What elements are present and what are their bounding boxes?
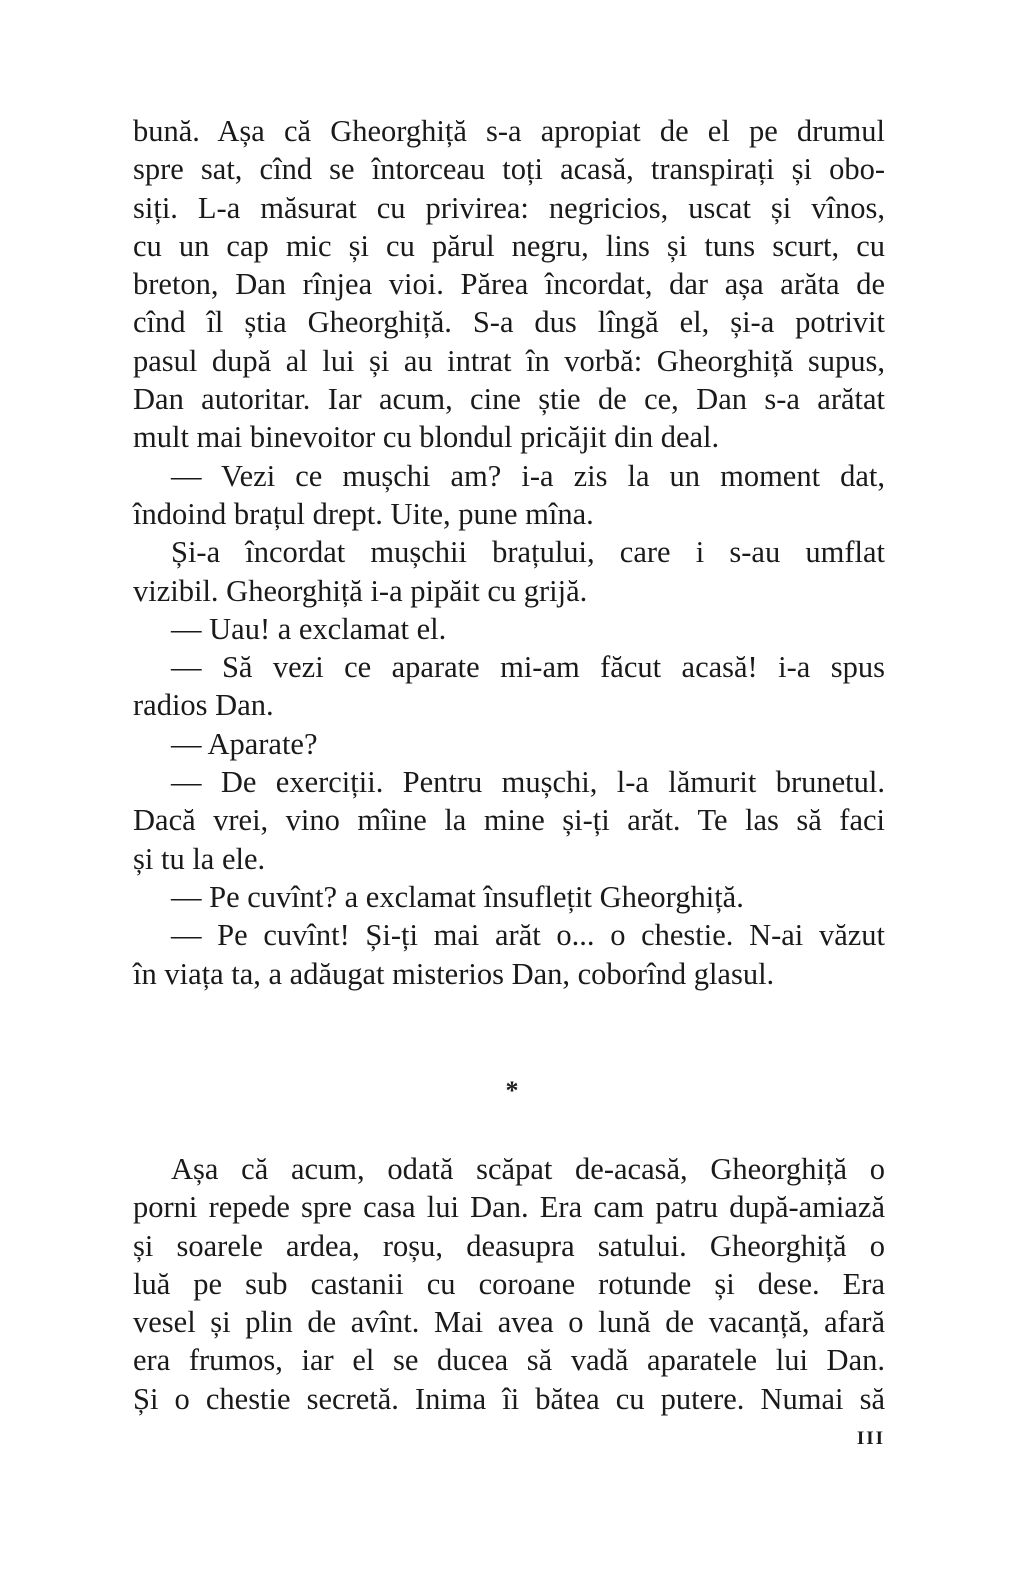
text-block-narrative [133,1150,885,1418]
section-separator: * [505,1076,519,1105]
text-line: și soarele ardea, roșu, deasupra satului. Gheorghiță o [133,1228,885,1263]
text-line: — Aparate? [171,726,318,761]
text-line: bună. Așa că Gheorghiță s-a apropiat de el pe drumul [133,114,885,148]
text-line: în viața ta, a adăugat misterios Dan, coborînd glasul. [133,956,775,991]
text-line: vesel și plin de avînt. Mai avea o lună de vacanță, afară [133,1305,885,1340]
page-number: III [856,1428,885,1449]
text-line: Și-a încordat mușchii brațului, care i s-au umflat [171,535,885,570]
text-line: — Vezi ce mușchi am? i-a zis la un moment dat, [171,458,885,493]
text-line: Și o chestie secretă. Inima îi bătea cu putere. Numai să [133,1381,885,1416]
text-line: mult mai binevoitor cu blondul pricăjit din deal. [133,420,720,455]
text-line: spre sat, cînd se întorceau toți acasă, transpirați și obo- [133,152,885,187]
text-line: radios Dan. [133,688,274,723]
text-line: era frumos, iar el se ducea să vadă aparatele lui Dan. [133,1343,885,1378]
text-line: — Pe cuvînt! Și-ți mai arăt o... o chestie. N-ai văzut [171,918,885,953]
text-line: vizibil. Gheorghiță i-a pipăit cu grijă. [133,573,588,608]
text-line: siți. L-a măsurat cu privirea: negricios, uscat și vînos, [133,190,885,225]
text-line: Așa că acum, odată scăpat de-acasă, Gheorghiță o [171,1152,885,1186]
text-line: — Pe cuvînt? a exclamat însuflețit Gheorghiță. [171,879,744,914]
text-line: Dacă vrei, vino mîine la mine și-ți arăt. Te las să faci [133,803,885,838]
text-line: — Uau! a exclamat el. [171,611,447,646]
text-line: cînd îl știa Gheorghiță. S-a dus lîngă el, și-a potrivit [133,305,885,340]
text-line: — De exerciții. Pentru mușchi, l-a lămurit brunetul. [171,765,885,800]
text-line: luă pe sub castanii cu coroane rotunde și dese. Era [133,1266,885,1301]
text-line: cu un cap mic și cu părul negru, lins și tuns scurt, cu [133,228,885,263]
text-line: îndoind brațul drept. Uite, pune mîna. [133,496,594,531]
text-line: pasul după al lui și au intrat în vorbă: Gheorghiță supus, [133,343,885,378]
text-line: și tu la ele. [133,841,266,876]
text-line: — Să vezi ce aparate mi-am făcut acasă! i-a spus [171,650,885,685]
text-line: Dan autoritar. Iar acum, cine știe de ce, Dan s-a arătat [133,382,885,417]
text-line: porni repede spre casa lui Dan. Era cam patru după-amiază [133,1190,885,1225]
text-block-dialogue [133,112,885,993]
text-line: breton, Dan rînjea vioi. Părea încordat, dar așa arăta de [133,267,885,302]
